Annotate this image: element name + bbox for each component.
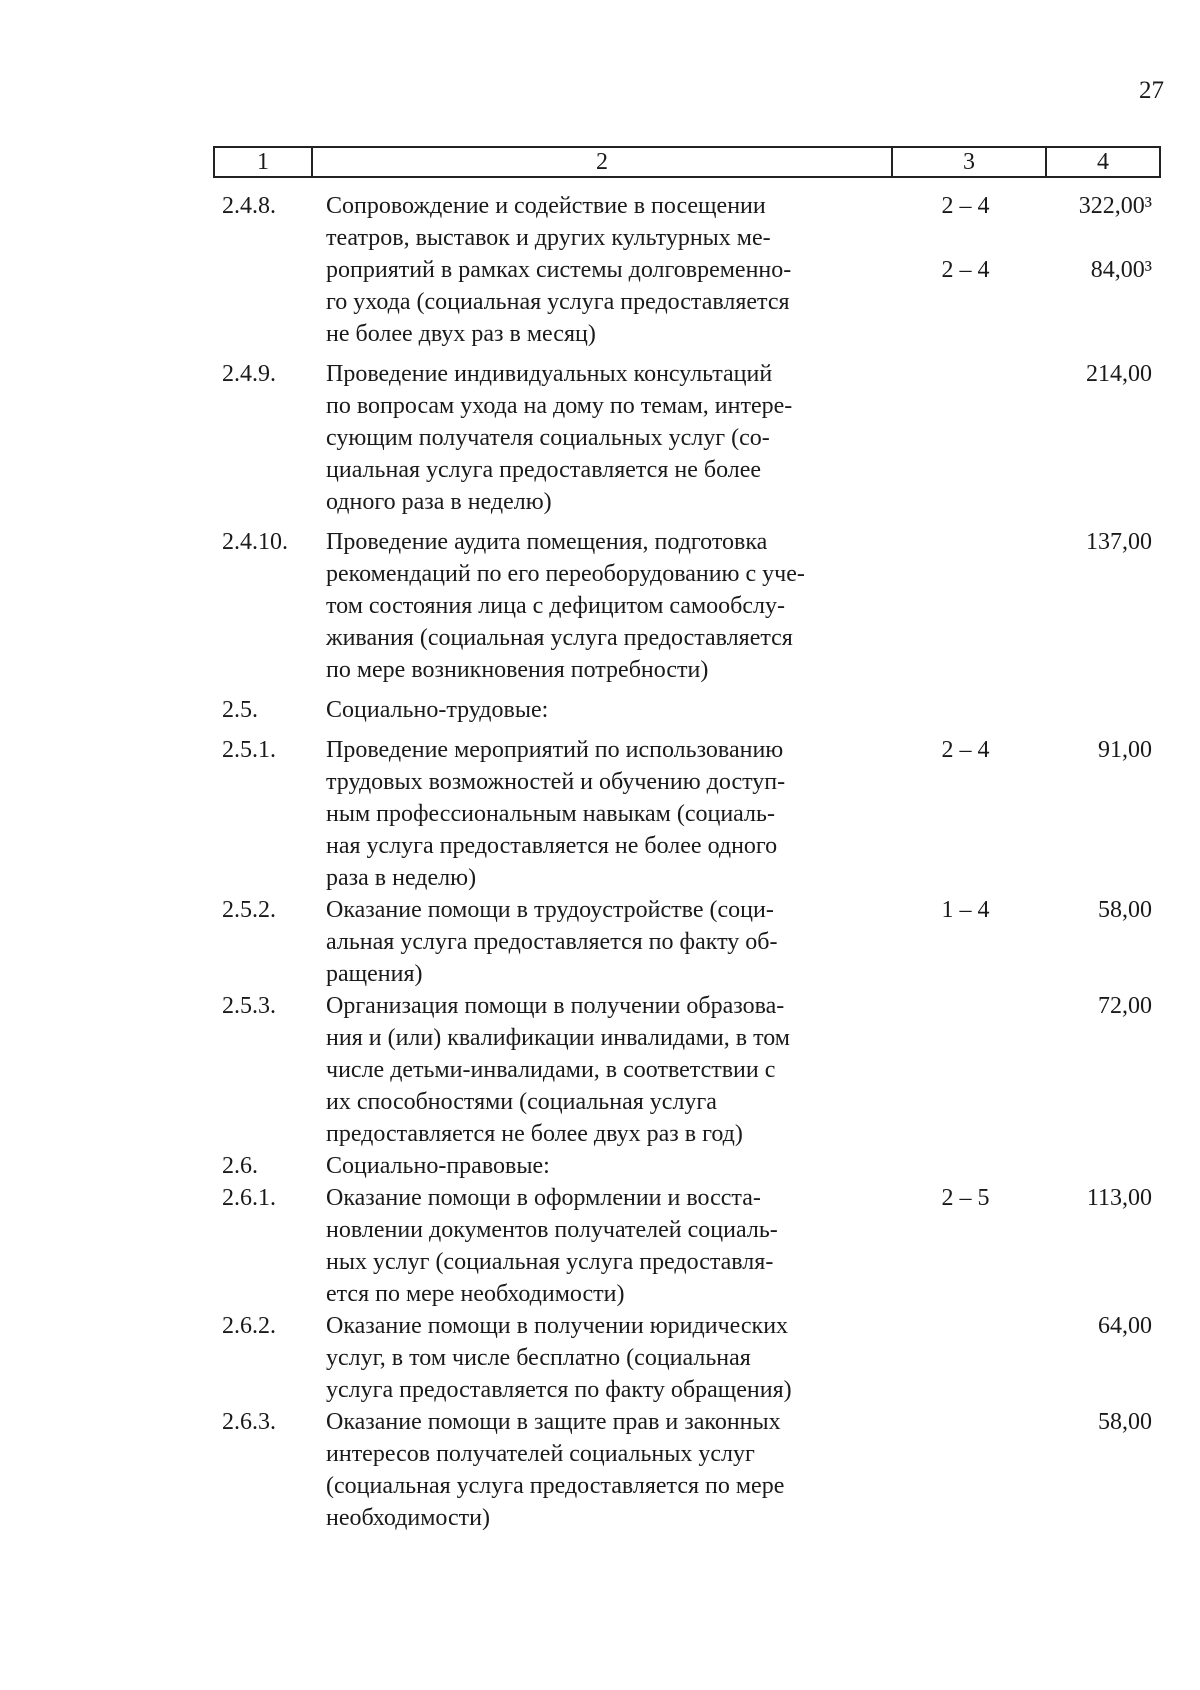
section-heading: Социально-правовые: [326, 1153, 550, 1179]
header-col-4: 4 [1046, 147, 1160, 177]
item-number: 2.6. [222, 1153, 258, 1179]
section-heading-row [222, 1150, 1172, 1182]
item-description: Проведение мероприятий по использованию трудовых возможностей и обучению доступ- ным профессиональным навыкам (социаль- ная услуга предоставляется не более одного раза в неделю) [326, 737, 786, 891]
item-price: 137,00 [1086, 529, 1152, 555]
item-number: 2.4.10. [222, 529, 288, 555]
table-header [213, 146, 1161, 178]
section-heading-row [222, 694, 1172, 726]
header-col-3: 3 [892, 147, 1046, 177]
item-price: 58,00 [1098, 1409, 1152, 1435]
item-description: Проведение аудита помещения, подготовка рекомендаций по его переоборудованию с уче- том состояния лица с дефицитом самообслу- живания (социальная услуга предоставляется по мере возникновения потребности) [326, 529, 805, 683]
item-range [882, 358, 1037, 518]
item-description: Организация помощи в получении образова- ния и (или) квалификации инвалидами, в том числе детьми-инвалидами, в соответствии с их способностями (социальная услуга предоставляется не более двух раз в год) [326, 993, 790, 1147]
item-number: 2.5.1. [222, 737, 276, 763]
item-range [882, 526, 1037, 686]
item-number: 2.4.9. [222, 361, 276, 387]
table-row [222, 734, 1172, 894]
item-number: 2.6.1. [222, 1185, 276, 1211]
item-description: Проведение индивидуальных консультаций по вопросам ухода на дому по темам, интере- сующим получателя социальных услуг (со- циальная услуга предоставляется не более одного раза в неделю) [326, 361, 793, 515]
item-description: Оказание помощи в оформлении и восста- новлении документов получателей социаль- ных услуг (социальная услуга предоставля- ется по мере необходимости) [326, 1185, 778, 1307]
item-price: 58,00 [1098, 897, 1152, 923]
item-range [882, 694, 1037, 726]
item-range [882, 1150, 1037, 1182]
item-range: 2 – 4 [941, 737, 990, 763]
item-number: 2.6.3. [222, 1409, 276, 1435]
item-range [882, 990, 1037, 1150]
section-heading: Социально-трудовые: [326, 697, 549, 723]
table-row [222, 1182, 1172, 1310]
item-number: 2.5.3. [222, 993, 276, 1019]
item-number: 2.5.2. [222, 897, 276, 923]
item-description: Оказание помощи в получении юридических услуг, в том числе бесплатно (социальная услуга предоставляется по факту обращения) [326, 1313, 792, 1403]
item-range: 1 – 4 [941, 897, 990, 923]
table-row [222, 358, 1172, 518]
item-range [882, 1406, 1037, 1534]
item-price [1037, 694, 1152, 726]
header-col-1: 1 [214, 147, 312, 177]
table-row [222, 526, 1172, 686]
table-row [222, 894, 1172, 990]
table-row [222, 190, 1172, 350]
item-price: 72,00 [1098, 993, 1152, 1019]
header-col-2: 2 [312, 147, 892, 177]
table-row [222, 990, 1172, 1150]
item-description: Оказание помощи в трудоустройстве (соци- альная услуга предоставляется по факту об- ращения) [326, 897, 778, 987]
services-table-body [222, 190, 1172, 1534]
item-range: 2 – 4 2 – 4 [941, 193, 990, 283]
page-number: 27 [1139, 77, 1164, 104]
table-row [222, 1310, 1172, 1406]
item-number: 2.4.8. [222, 193, 276, 219]
item-price: 64,00 [1098, 1313, 1152, 1339]
item-price: 214,00 [1086, 361, 1152, 387]
item-price: 322,00³ 84,00³ [1078, 193, 1152, 283]
item-range [882, 1310, 1037, 1406]
item-price: 113,00 [1086, 1185, 1152, 1211]
item-price [1037, 1150, 1152, 1182]
item-range: 2 – 5 [941, 1185, 990, 1211]
item-price: 91,00 [1098, 737, 1152, 763]
item-description: Оказание помощи в защите прав и законных интересов получателей социальных услуг (социальная услуга предоставляется по мере необходимости) [326, 1409, 785, 1531]
table-row [222, 1406, 1172, 1534]
item-description: Сопровождение и содействие в посещении театров, выставок и других культурных ме- роприятий в рамках системы долговременно- го ухода (социальная услуга предоставляется не более двух раз в месяц) [326, 193, 792, 347]
item-number: 2.5. [222, 697, 258, 723]
item-number: 2.6.2. [222, 1313, 276, 1339]
